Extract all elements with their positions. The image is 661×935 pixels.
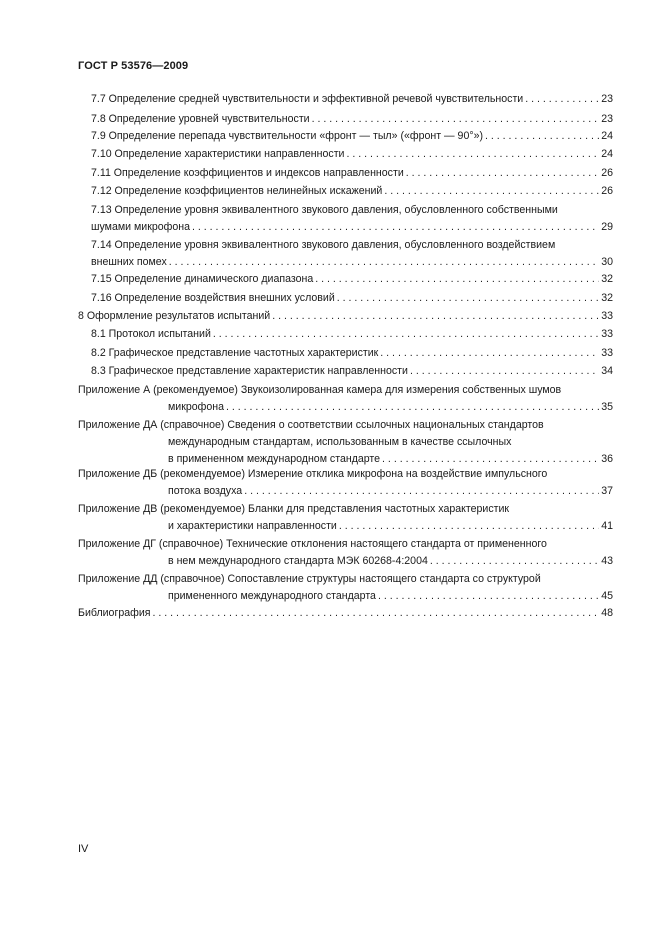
toc-entry-title: 7.14 Определение уровня эквивалентного звукового давления, обусловленного воздействием [91,239,556,251]
toc-entry-title: 7.16 Определение воздействия внешних условий [91,292,335,304]
toc-entry[interactable] [91,147,613,163]
toc-entry-line[interactable] [78,383,613,399]
toc-entry-line[interactable] [78,502,613,518]
toc-entry[interactable] [168,519,613,535]
toc-entry-page: 26 [601,185,613,197]
dot-leader [337,291,599,307]
toc-entry[interactable] [91,129,613,145]
toc-entry-page: 24 [601,148,613,160]
toc-entry-title: 7.10 Определение характеристики направленности [91,148,345,160]
toc-entry[interactable] [91,346,613,362]
toc-entry-title: шумами микрофона [91,221,190,233]
toc-entry[interactable] [168,589,613,605]
document-header: ГОСТ Р 53576—2009 [78,60,189,72]
toc-entry-title: Приложение А (рекомендуемое) Звукоизолированная камера для измерения собственных шумов [78,384,562,396]
toc-entry-title: примененного международного стандарта [168,590,376,602]
toc-entry[interactable] [168,400,613,416]
toc-entry-page: 32 [601,292,613,304]
toc-entry-title: 8 Оформление результатов испытаний [78,310,271,322]
dot-leader [244,484,599,500]
dot-leader [226,400,599,416]
toc-entry-line[interactable] [78,467,613,483]
dot-leader [315,272,599,288]
toc-entry-line[interactable] [78,572,613,588]
toc-entry-page: 24 [601,130,613,142]
dot-leader [346,147,599,163]
toc-entry-title: Библиография [78,607,151,619]
dot-leader [384,184,599,200]
toc-entry-page: 33 [601,328,613,340]
toc-entry[interactable] [78,309,613,325]
dot-leader [382,452,599,468]
toc-entry-page: 48 [601,607,613,619]
toc-entry[interactable] [78,606,613,622]
toc-entry-line[interactable] [78,537,613,553]
toc-entry[interactable] [91,272,613,288]
toc-entry-title: Приложение ДД (справочное) Сопоставление структуры настоящего стандарта со структурой [78,573,541,585]
toc-entry-title: международным стандартам, использованным в качестве ссылочных [168,436,512,448]
toc-entry[interactable] [91,327,613,343]
toc-entry-title: Приложение ДГ (справочное) Технические отклонения настоящего стандарта от примененного [78,538,547,550]
toc-entry[interactable] [91,255,613,271]
toc-entry-title: 7.13 Определение уровня эквивалентного звукового давления, обусловленного собственными [91,204,558,216]
toc-entry-title: потока воздуха [168,485,243,497]
dot-leader [430,554,599,570]
toc-entry[interactable] [91,220,613,236]
toc-entry-line[interactable] [78,418,613,434]
toc-entry-page: 33 [601,347,613,359]
toc-entry-title: микрофона [168,401,224,413]
toc-entry[interactable] [91,291,613,307]
toc-entry-title: 8.1 Протокол испытаний [91,328,211,340]
toc-entry-page: 34 [601,365,613,377]
toc-entry-page: 33 [601,310,613,322]
toc-entry-page: 41 [601,520,613,532]
dot-leader [272,309,599,325]
toc-entry[interactable] [91,166,613,182]
toc-entry-page: 23 [601,113,613,125]
dot-leader [406,166,599,182]
toc-entry-title: 7.8 Определение уровней чувствительности [91,113,310,125]
toc-entry-page: 35 [601,401,613,413]
toc-entry[interactable] [91,112,613,128]
toc-entry-line[interactable] [91,238,613,254]
toc-entry-page: 30 [601,256,613,268]
dot-leader [339,519,599,535]
toc-entry[interactable] [91,184,613,200]
dot-leader [152,606,599,622]
toc-entry-page: 29 [601,221,613,233]
toc-entry-title: 7.12 Определение коэффициентов нелинейных искажений [91,185,383,197]
dot-leader [525,92,599,108]
dot-leader [213,327,599,343]
toc-entry[interactable] [91,92,613,108]
dot-leader [378,589,599,605]
toc-entry[interactable] [168,452,613,468]
toc-entry-title: 7.9 Определение перепада чувствительности «фронт — тыл» («фронт — 90°») [91,130,483,142]
toc-entry-page: 32 [601,273,613,285]
toc-entry-title: 7.7 Определение средней чувствительности и эффективной речевой чувствительности [91,93,524,105]
toc-entry-title: Приложение ДА (справочное) Сведения о соответствии ссылочных национальных стандартов [78,419,544,431]
toc-entry[interactable] [168,554,613,570]
toc-entry-line[interactable] [91,203,613,219]
dot-leader [410,364,599,380]
toc-entry-title: в нем международного стандарта МЭК 60268-4:2004 [168,555,428,567]
toc-entry-title: 7.15 Определение динамического диапазона [91,273,314,285]
toc-entry[interactable] [91,364,613,380]
toc-entry-line[interactable] [168,435,613,451]
toc-entry-title: Приложение ДВ (рекомендуемое) Бланки для представления частотных характеристик [78,503,510,515]
toc-entry-page: 37 [601,485,613,497]
dot-leader [192,220,599,236]
toc-entry[interactable] [168,484,613,500]
page-number: IV [78,843,89,855]
toc-entry-title: 8.3 Графическое представление характеристик направленности [91,365,408,377]
toc-entry-page: 36 [601,453,613,465]
dot-leader [169,255,599,271]
toc-entry-title: Приложение ДБ (рекомендуемое) Измерение отклика микрофона на воздействие импульсного [78,468,548,480]
toc-entry-title: 7.11 Определение коэффициентов и индексов направленности [91,167,404,179]
toc-entry-page: 23 [601,93,613,105]
toc-entry-title: 8.2 Графическое представление частотных характеристик [91,347,379,359]
dot-leader [485,129,599,145]
toc-entry-page: 26 [601,167,613,179]
toc-entry-title: в примененном международном стандарте [168,453,381,465]
toc-entry-title: внешних помех [91,256,167,268]
dot-leader [312,112,600,128]
dot-leader [380,346,599,362]
toc-entry-page: 45 [601,590,613,602]
toc-entry-title: и характеристики направленности [168,520,337,532]
toc-entry-page: 43 [601,555,613,567]
